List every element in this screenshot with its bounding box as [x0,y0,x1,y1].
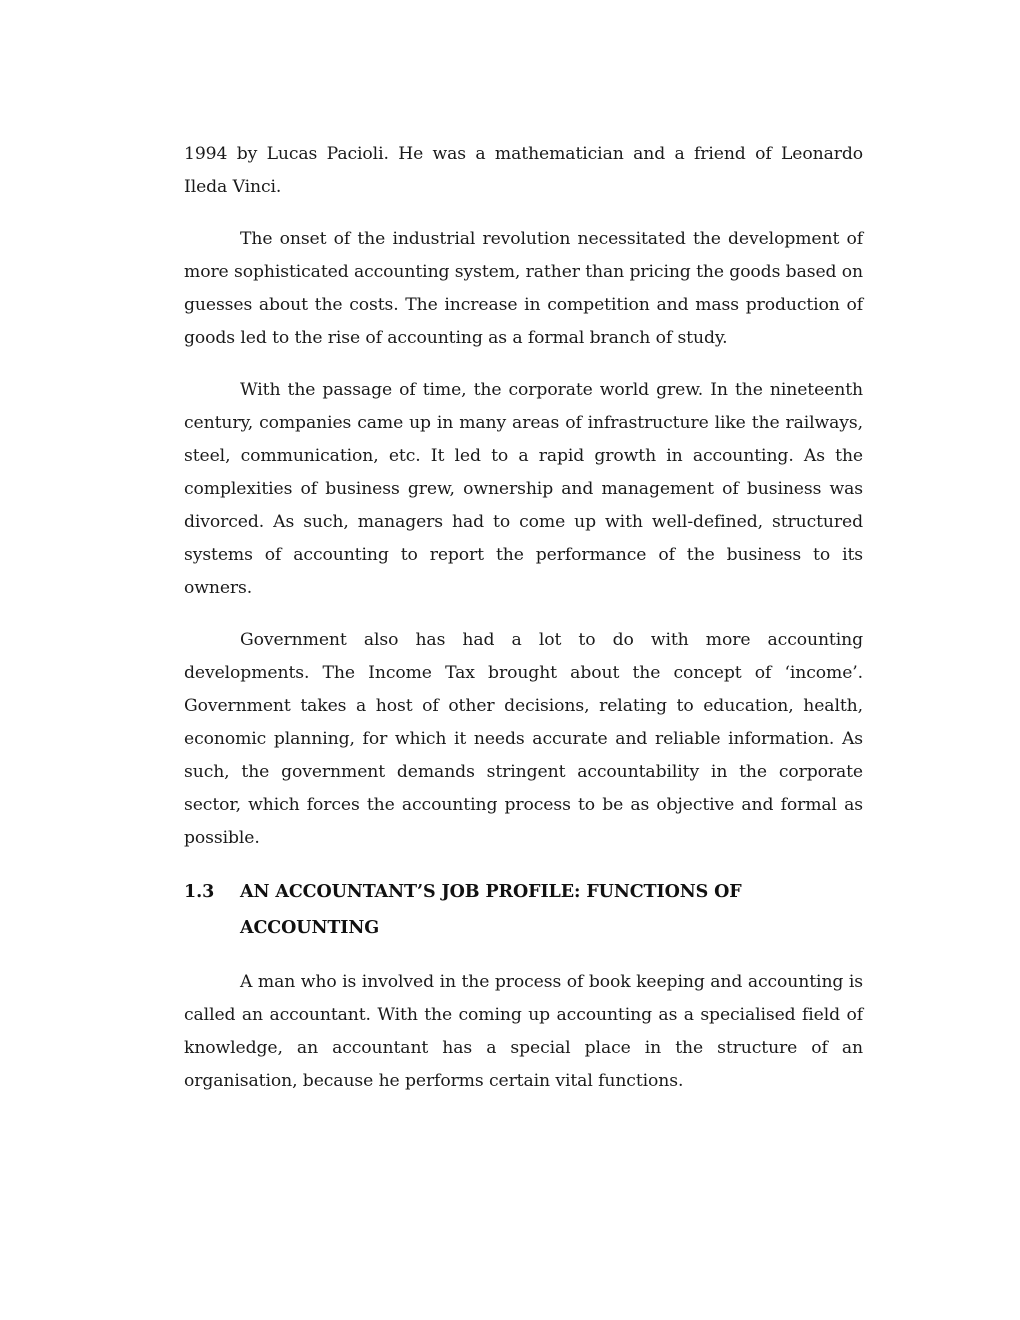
paragraph-government: Government also has had a lot to do with more accounting developments. The Income Tax brought about the concept of ‘income’. Government takes a host of other decisions, relating to education, health, economic planning, for which it needs accurate and reliable information. As such, the government demands stringent accountability in the corporate sector, which forces the accounting process to be as objective and formal as possible. [184,630,863,848]
section-number: 1.3 [184,882,215,902]
paragraph-pacioli: 1994 by Lucas Pacioli. He was a mathematician and a friend of Leonardo Ileda Vinci. [184,144,863,197]
paragraph-accountant: A man who is involved in the process of book keeping and accounting is called an accountant. With the coming up accounting as a specialised field of knowledge, an accountant has a special place in the structure of an organisation, because he performs certain vital functions. [184,972,863,1091]
section-heading [184,874,863,946]
paragraph-corporate-world: With the passage of time, the corporate world grew. In the nineteenth century, companies came up in many areas of infrastructure like the railways, steel, communication, etc. It led to a rapid growth in accounting. As the complexities of business grew, ownership and management of business was divorced. As such, managers had to come up with well-defined, structured systems of accounting to report the performance of the business to its owners. [184,380,863,598]
document-page [184,138,863,1117]
paragraph-industrial-revolution: The onset of the industrial revolution necessitated the development of more sophisticated accounting system, rather than pricing the goods based on guesses about the costs. The increase in competition and mass production of goods led to the rise of accounting as a formal branch of study. [184,229,863,348]
section-title: AN ACCOUNTANT’S JOB PROFILE: FUNCTIONS OF ACCOUNTING [240,882,742,938]
